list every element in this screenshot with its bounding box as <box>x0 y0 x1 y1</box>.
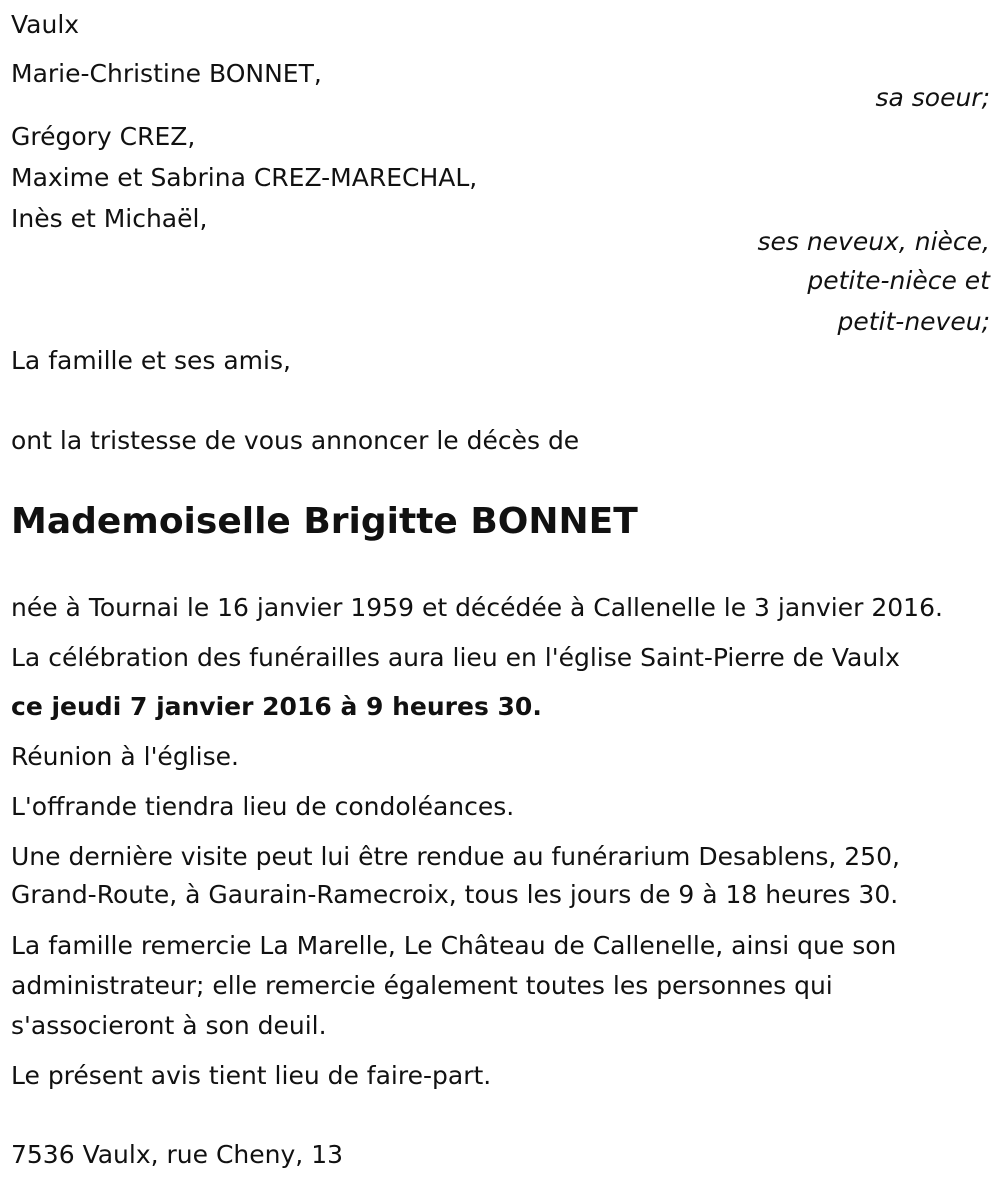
meeting-line: Réunion à l'église. <box>11 742 239 771</box>
notice-line: Le présent avis tient lieu de faire-part. <box>11 1061 492 1090</box>
sister-name: Marie-Christine BONNET, <box>11 59 322 88</box>
relatives-relation-line: petit-neveu; <box>837 307 990 336</box>
thanks-line: La famille remercie La Marelle, Le Château de Callenelle, ainsi que son <box>11 931 897 960</box>
sister-relation: sa soeur; <box>875 83 990 112</box>
town-heading: Vaulx <box>11 10 80 39</box>
deceased-name: Mademoiselle Brigitte BONNET <box>11 501 638 542</box>
relative-line: Grégory CREZ, <box>11 122 196 151</box>
family-and-friends: La famille et ses amis, <box>11 346 291 375</box>
ceremony-date: ce jeudi 7 janvier 2016 à 9 heures 30. <box>11 692 542 721</box>
offering-line: L'offrande tiendra lieu de condoléances. <box>11 792 515 821</box>
thanks-line: administrateur; elle remercie également toutes les personnes qui <box>11 971 833 1000</box>
relatives-relation-line: petite-nièce et <box>807 266 990 295</box>
visit-line: Grand-Route, à Gaurain-Ramecroix, tous les jours de 9 à 18 heures 30. <box>11 880 899 909</box>
thanks-line: s'associeront à son deuil. <box>11 1011 327 1040</box>
birth-death-line: née à Tournai le 16 janvier 1959 et décédée à Callenelle le 3 janvier 2016. <box>11 593 943 622</box>
relatives-relation-line: ses neveux, nièce, <box>757 227 990 256</box>
relative-line: Maxime et Sabrina CREZ-MARECHAL, <box>11 163 478 192</box>
relative-line: Inès et Michaël, <box>11 204 208 233</box>
ceremony-line: La célébration des funérailles aura lieu en l'église Saint-Pierre de Vaulx <box>11 643 900 672</box>
visit-line: Une dernière visite peut lui être rendue au funérarium Desablens, 250, <box>11 842 900 871</box>
address-line: 7536 Vaulx, rue Cheny, 13 <box>11 1140 344 1169</box>
announcement-text: ont la tristesse de vous annoncer le décès de <box>11 426 580 455</box>
